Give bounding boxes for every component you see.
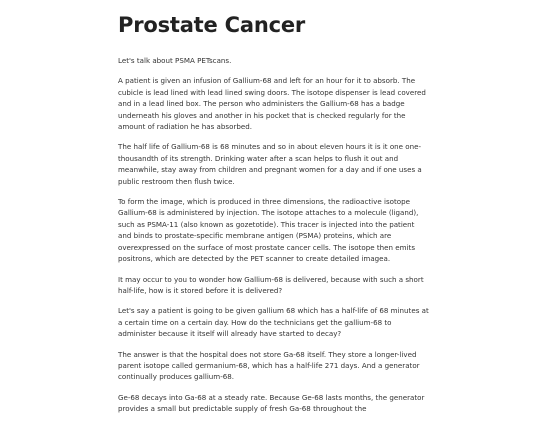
article-paragraph-decay: Ge-68 decays into Ga-68 at a steady rate. Because Ge-68 lasts months, the generator provides a small but predictable supply of fresh Ga-68 throughout the xyxy=(118,392,425,414)
article-paragraph-scenario: Let's say a patient is going to be given gallium 68 which has a half-life of 68 minutes at a certain time on a certain day. How do the technicians get the gallium-68 to administer because it itself will already have started to decay? xyxy=(118,306,429,339)
article-paragraph-imaging: To form the image, which is produced in three dimensions, the radioactive isotope Gallium-68 is administered by injection. The isotope attaches to a molecule (ligand), such as PSMA-11 (also known as gozetotide). This tracer is injected into the patient and binds to prostate-specific membrane antigen (PSMA) proteins, which are overexpressed on the surface of most prostate cancer cells. The isotope then emits positrons, which are detected by the PET scanner to create detailed imagea. xyxy=(118,197,419,264)
article-paragraph-half-life: The half life of Gallium-68 is 68 minutes and so in about eleven hours it is it one one-thousandth of its strength. Drinking water after a scan helps to flush it out and meanwhile, stay away from children and pregnant women for a day and if one uses a public restroom then flush twice. xyxy=(118,142,422,186)
article-paragraph-intro: Let's talk about PSMA PETscans. xyxy=(118,56,232,65)
article-title: Prostate Cancer xyxy=(118,13,306,37)
article-paragraph-infusion: A patient is given an infusion of Gallium-68 and left for an hour for it to absorb. The cubicle is lead lined with lead lined swing doors. The isotope dispenser is lead covered and in a lead lined box. The person who administers the Gallium-68 has a badge underneath his gloves and another in his pocket that is checked regularly for the amount of radiation he has absorbed. xyxy=(118,76,426,132)
article-paragraph-generator: The answer is that the hospital does not store Ga-68 itself. They store a longer-lived parent isotope called germanium-68, which has a half-life 271 days. And a generator continually produces gallium-68. xyxy=(118,349,420,382)
article-paragraph-delivery-question: It may occur to you to wonder how Gallium-68 is delivered, because with such a short half-life, how is it stored before it is delivered? xyxy=(118,274,424,295)
article xyxy=(118,0,430,424)
